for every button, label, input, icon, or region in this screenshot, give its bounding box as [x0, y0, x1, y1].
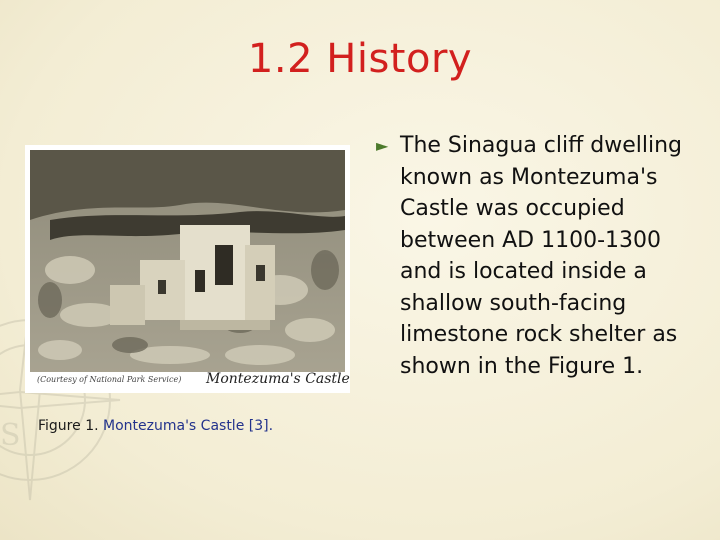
- slide-title: 1.2 History: [247, 36, 473, 82]
- bullet-text: The Sinagua cliff dwelling known as Montezuma's Castle was occupied between AD 1100-1300 and is located inside a shallow south-facing limestone rock shelter as shown in the Figure 1.: [400, 133, 683, 379]
- figure-caption-text: Montezuma's Castle [3].: [98, 418, 274, 434]
- bullet-arrow-icon: ►: [376, 136, 389, 155]
- photo-label: Montezuma's Castle: [206, 371, 350, 387]
- svg-text:S: S: [0, 418, 21, 453]
- figure-photo: [25, 145, 350, 393]
- figure-number: Figure 1.: [38, 418, 99, 434]
- figure-caption: [38, 418, 273, 434]
- photo-credit: (Courtesy of National Park Service): [37, 375, 182, 384]
- bullet-item: [376, 130, 696, 382]
